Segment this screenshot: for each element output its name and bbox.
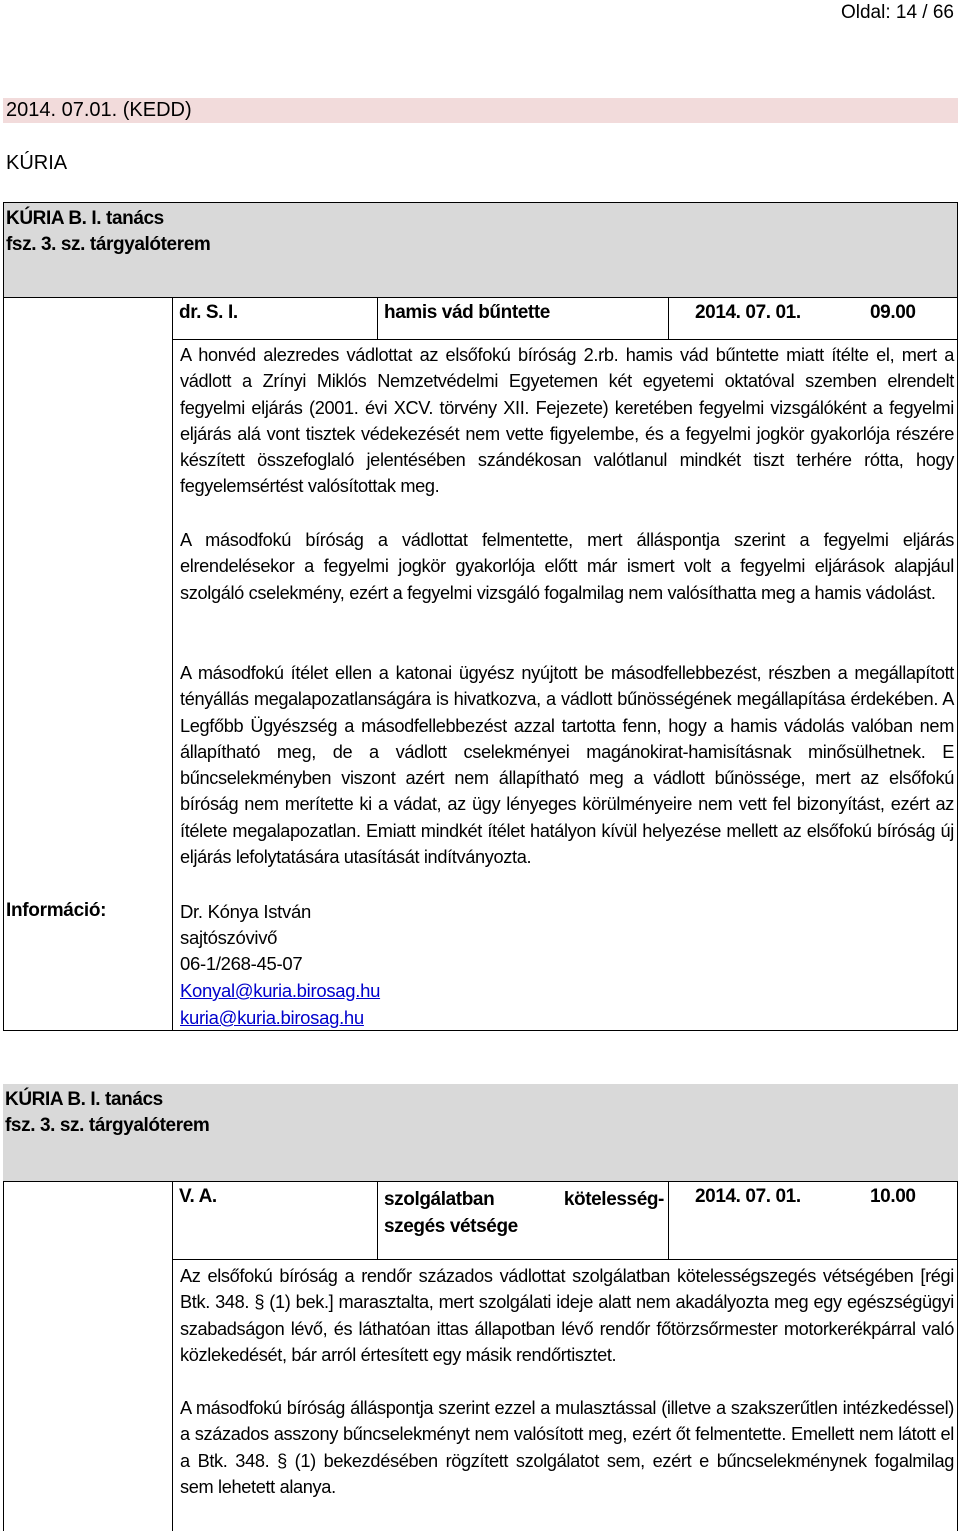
defendant-cell — [172, 297, 378, 340]
page-number: Oldal: 14 / 66 — [840, 2, 954, 23]
charge-cell — [377, 297, 669, 340]
date-header-text: 2014. 07.01. (KEDD) — [6, 99, 192, 121]
room-line-2: fsz. 3. sz. tárgyalóterem — [5, 1115, 210, 1136]
court-name: KÚRIA — [6, 152, 68, 174]
case-2-paragraph-1: Az elsőfokú bíróság a rendőr százados vádlottat szolgálatban kötelességszegés vétségében [régi Btk. 348. § (1) bek.] marasztalta, mert szolgálati ideje alatt nem akadályozta meg egy egészségügyi szabadságon lévő, és láthatóan ittas állapotban lévő rendőr főtörzsőrmester motorkerékpárral való közlekedését, bár arról értesített egy másik rendőrtisztet. — [180, 1266, 954, 1365]
case-paragraph-2: A másodfokú bíróság a vádlottat felmentette, mert álláspontja szerint a fegyelmi eljárás elrendelésekor a fegyelmi jogkör gyakorlója előtt már ismert volt a fegyelmi eljárások alapjául szolgáló cselekmény, ezért a fegyelmi vizsgáló fogalmilag nem valósíthatta meg a hamis vádolást. — [180, 530, 954, 603]
case-box-2-left-column — [3, 1181, 173, 1531]
defendant-2: V. A. — [179, 1186, 217, 1207]
chamber-header — [3, 202, 958, 298]
hearing-date-2: 2014. 07. 01. — [695, 1186, 801, 1207]
datetime-cell-2 — [668, 1181, 958, 1260]
date-header — [3, 98, 958, 123]
charge-2-line1: szolgálatban kötelesség- — [384, 1189, 664, 1210]
contact-phone: 06-1/268-45-07 — [180, 953, 303, 974]
contact-email-link-2[interactable]: kuria@kuria.birosag.hu — [180, 1007, 364, 1028]
defendant-cell-2 — [172, 1181, 378, 1260]
contact-role: sajtószóvivő — [180, 927, 278, 948]
charge-cell-2 — [377, 1181, 669, 1260]
contact-email-link[interactable]: Konyal@kuria.birosag.hu — [180, 980, 381, 1001]
chamber-line: KÚRIA B. I. tanács — [6, 208, 164, 229]
case-2-paragraph-2: A másodfokú bíróság álláspontja szerint ezzel a mulasztással (illetve a szakszerűtlen intézkedéssel) a százados asszony bűncselekményt nem valósított meg, ezért őt felmentette. Emellett nem látott el a Btk. 348. § (1) bekezdésében rögzített szolgálatot sem, ezért e bűncselekménynek fogalmilag sem lehetett alanya. — [180, 1398, 954, 1497]
case-paragraph-1: A honvéd alezredes vádlottat az elsőfokú bíróság 2.rb. hamis vád bűntette miatt ítélte el, mert a vádlott a Zrínyi Miklós Nemzetvédelmi Egyetemen két egyetemi oktatóval szemben elrendelt fegyelmi eljárás (2001. évi XCV. törvény XII. Fejezete) keretében fegyelmi vizsgálóként a fegyelmi eljárás alá vont tisztek védekezését nem vette figyelembe, és a fegyelmi jogkör gyakorlója részére készített összefoglaló jelentésében szándékosan valótlanul mindkét tiszt terhére rótta, hogy fegyelemsértést valósítottak meg. — [180, 345, 954, 497]
defendant: dr. S. I. — [179, 302, 238, 323]
charge: hamis vád bűntette — [384, 302, 550, 323]
case-paragraph-3: A másodfokú ítélet ellen a katonai ügyész nyújtott be másodfellebbezést, részben a megállapított tényállás megalapozatlanságára is hivatkozva, a vádlott bűnösségének megállapítása érdekében. A Legfőbb Ügyészség a másodfellebbezést azzal tartotta fenn, hogy a hamis vádolás valóban nem állapítható meg, de a vádlott cselekményei magánokirat-hamisításnak minősülhetnek. E bűncselekményben viszont azért nem állapítható meg a vádlott bűnössége, mert az elsőfokú bíróság nem merítette ki a vádat, az ügy lényeges körülményeire nem vett fel bizonyítást, ezért az ítélete megalapozatlan. Emiatt mindkét ítélet hatályon kívül helyezése mellett az elsőfokú bíróság új eljárás lefolytatására utasítását indítványozta. — [180, 663, 954, 868]
datetime-cell — [668, 297, 958, 340]
chamber-header-2 — [3, 1084, 958, 1182]
hearing-time: 09.00 — [870, 302, 916, 323]
hearing-time-2: 10.00 — [870, 1186, 916, 1207]
contact-name: Dr. Kónya István — [180, 901, 311, 922]
room-line: fsz. 3. sz. tárgyalóterem — [6, 234, 211, 255]
hearing-date: 2014. 07. 01. — [695, 302, 801, 323]
chamber-line-2: KÚRIA B. I. tanács — [5, 1089, 163, 1110]
charge-2-line2: szegés vétsége — [384, 1216, 518, 1237]
info-label: Információ: — [6, 900, 107, 921]
